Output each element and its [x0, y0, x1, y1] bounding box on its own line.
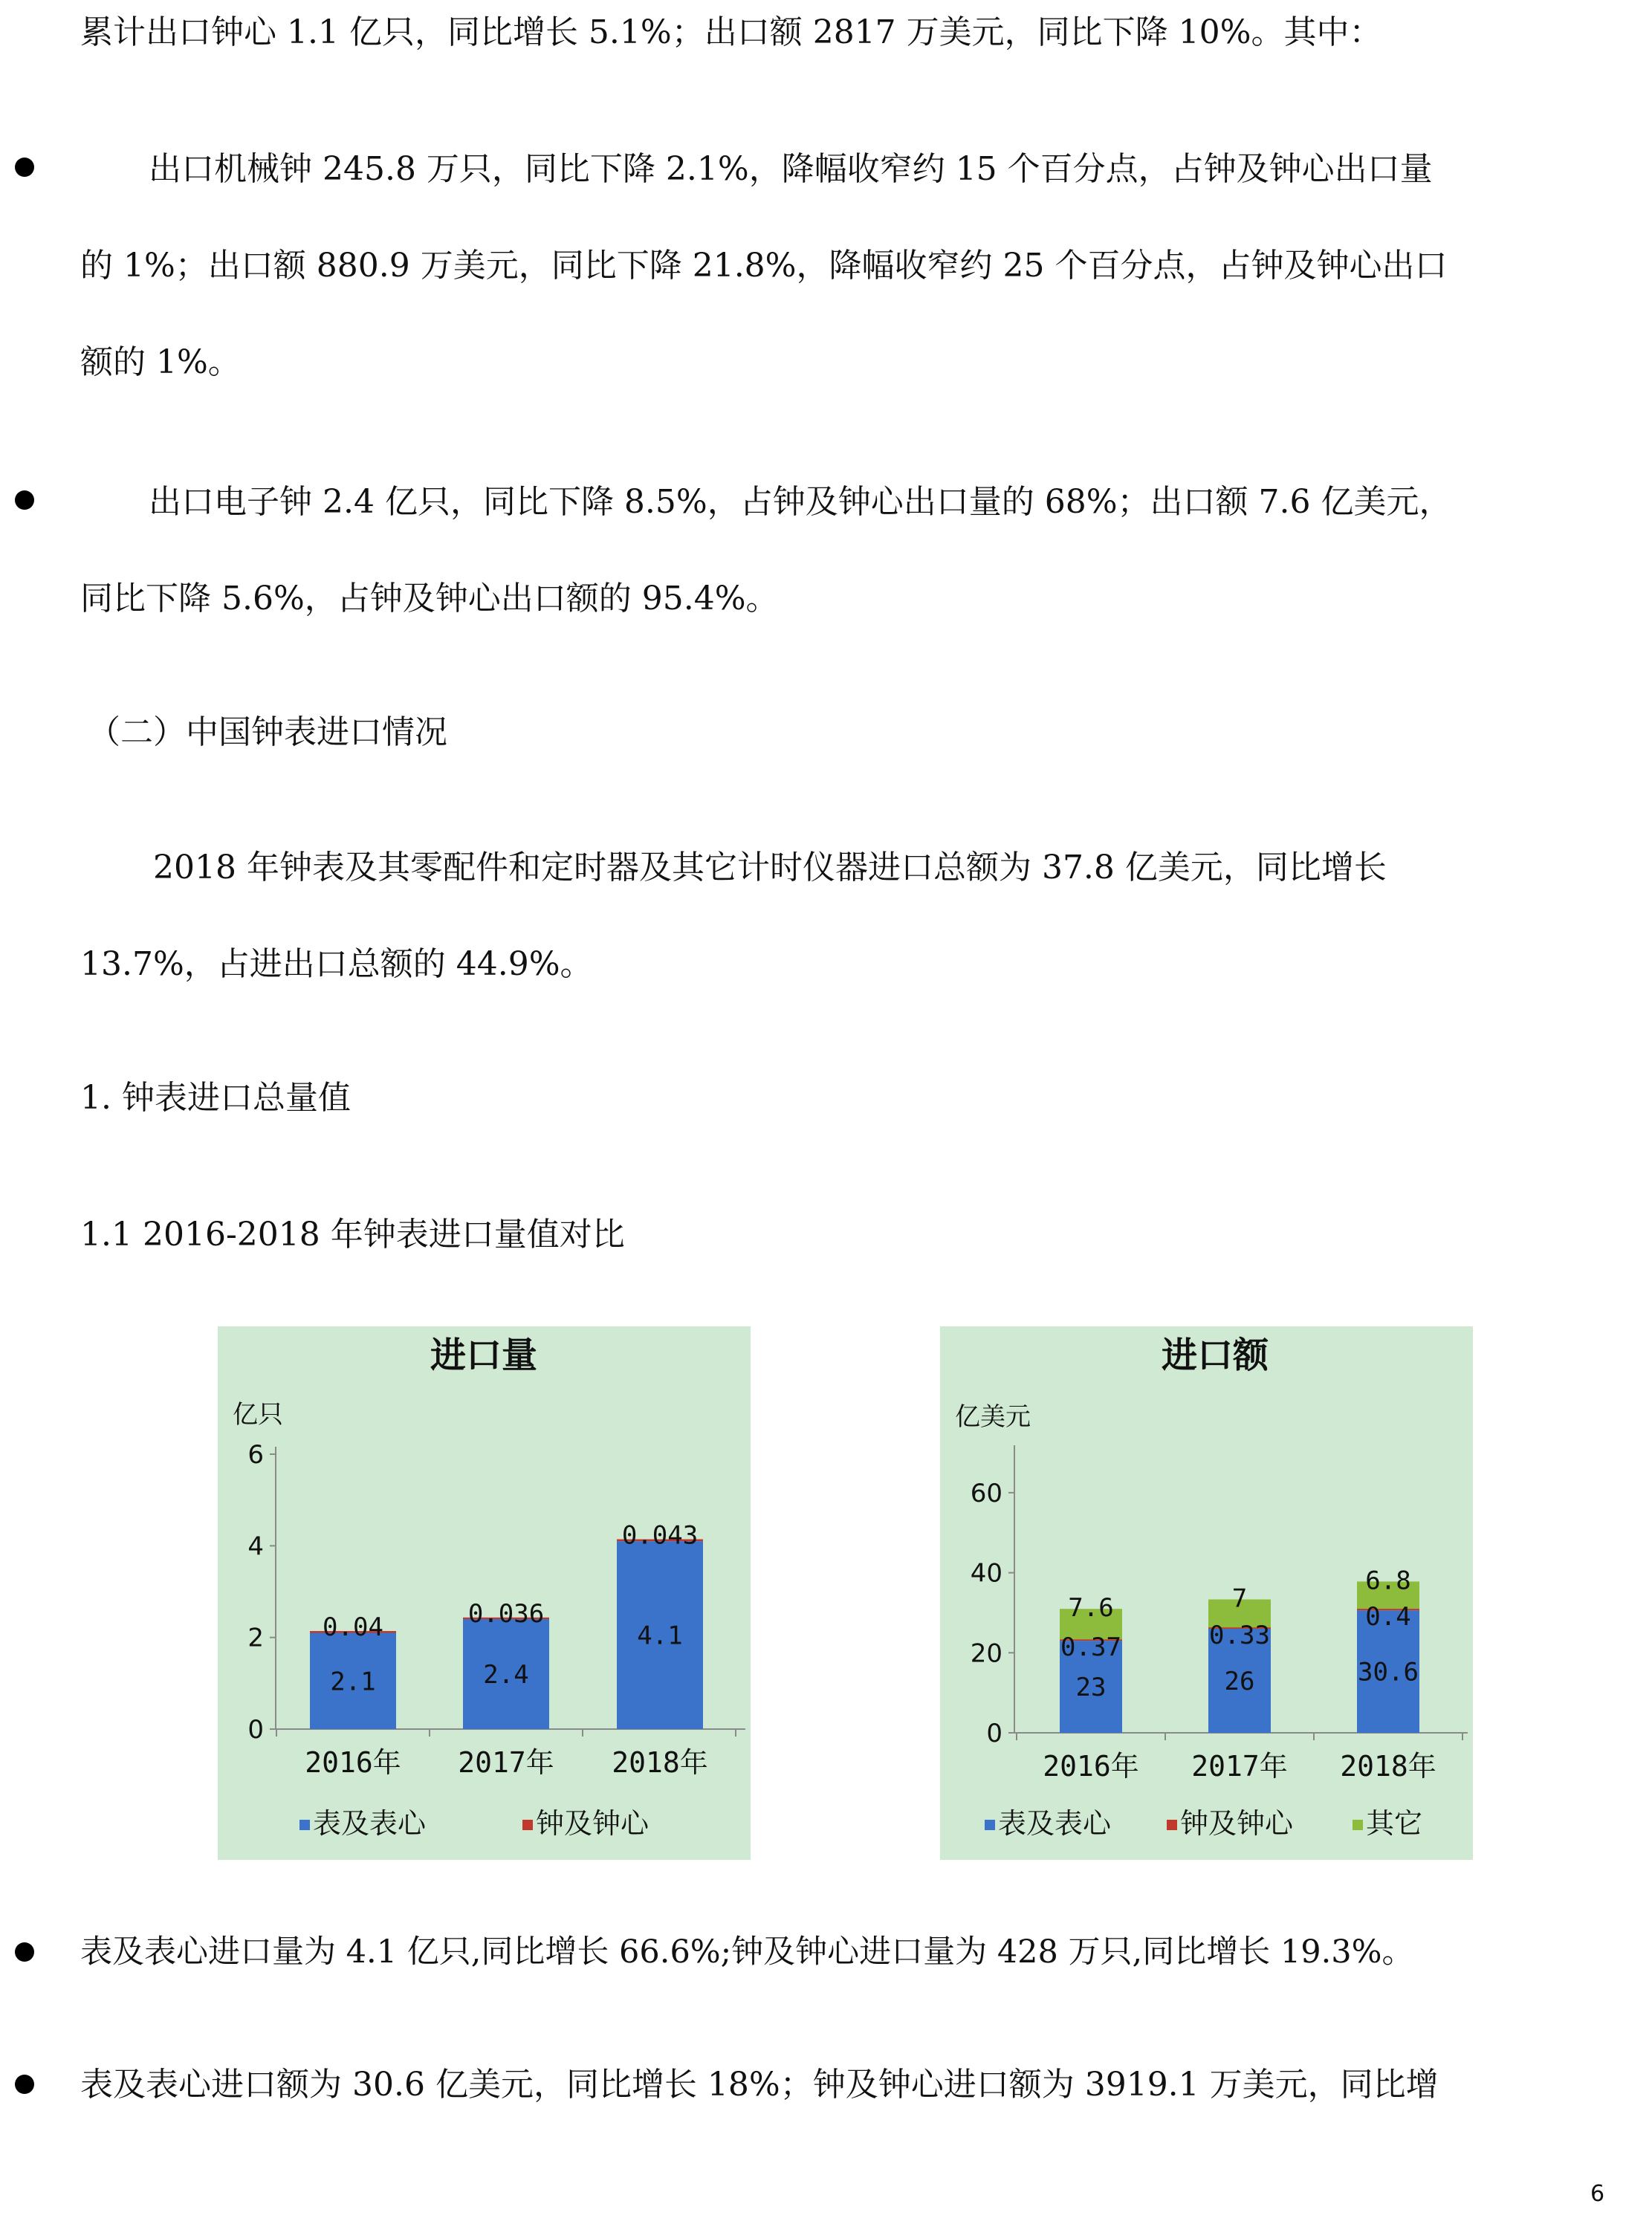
x-tick-label: 2018年	[1340, 1750, 1436, 1783]
y-tick-label: 20	[970, 1638, 1002, 1669]
legend-label: 表及表心	[998, 1807, 1112, 1840]
legend-label: 钟及钟心	[1180, 1807, 1294, 1840]
data-label: 23	[1075, 1673, 1107, 1703]
y-tick-label: 6	[247, 1440, 264, 1470]
data-label: 0.33	[1209, 1621, 1270, 1651]
subheading-import-total: 1. 钟表进口总量值	[80, 1079, 351, 1117]
bullet-electronic-clock-line1: 出口电子钟 2.4 亿只，同比下降 8.5%，占钟及钟心出口量的 68%；出口额 7.6 亿美元，	[149, 483, 1452, 521]
chart-title: 进口量	[430, 1335, 538, 1376]
legend-label: 其它	[1366, 1807, 1423, 1840]
chart-import-volume-svg	[218, 1326, 751, 1860]
y-tick-label: 60	[970, 1478, 1002, 1508]
y-tick-label: 40	[970, 1558, 1002, 1589]
data-label: 2.1	[330, 1667, 376, 1697]
x-tick-label: 2018年	[612, 1746, 708, 1779]
paragraph-import-total-line2: 13.7%，占进出口总额的 44.9%。	[80, 945, 593, 983]
data-label: 0.37	[1060, 1632, 1121, 1663]
x-tick-label: 2016年	[305, 1746, 401, 1779]
y-tick-label: 0	[247, 1715, 264, 1745]
y-tick-label: 4	[247, 1531, 264, 1562]
bullet-electronic-clock-line2: 同比下降 5.6%，占钟及钟心出口额的 95.4%。	[80, 580, 779, 617]
data-label: 7.6	[1068, 1593, 1114, 1624]
chart-import-value-svg	[940, 1326, 1473, 1860]
data-label: 2.4	[483, 1660, 529, 1690]
bullet-mechanical-clock-line2: 的 1%；出口额 880.9 万美元，同比下降 21.8%，降幅收窄约 25 个百分点，占钟及钟心出口	[80, 247, 1448, 285]
y-tick-label: 0	[986, 1719, 1002, 1748]
data-label: 26	[1224, 1666, 1255, 1696]
chart-title: 进口额	[1161, 1335, 1269, 1376]
x-tick-label: 2017年	[1191, 1750, 1288, 1783]
data-label: 0.04	[323, 1612, 383, 1643]
chart-import-value	[940, 1326, 1473, 1860]
legend-swatch	[1167, 1820, 1177, 1830]
chart-y-unit: 亿只	[233, 1400, 283, 1430]
bullet-watch-import-value: 表及表心进口额为 30.6 亿美元，同比增长 18%；钟及钟心进口额为 3919.1 万美元，同比增	[80, 2066, 1439, 2104]
data-label: 0.036	[467, 1598, 545, 1629]
bullet-mechanical-clock-line1: 出口机械钟 245.8 万只，同比下降 2.1%，降幅收窄约 15 个百分点，占钟及钟心出口量	[149, 150, 1433, 188]
section-heading-import: （二）中国钟表进口情况	[88, 713, 447, 751]
data-label: 30.6	[1358, 1657, 1419, 1687]
subheading-import-comparison: 1.1 2016-2018 年钟表进口量值对比	[80, 1216, 625, 1254]
data-label: 0.043	[621, 1520, 699, 1551]
data-label: 7	[1231, 1583, 1248, 1614]
bullet-dot	[15, 490, 34, 510]
paragraph-export-clock-cores: 累计出口钟心 1.1 亿只，同比增长 5.1%；出口额 2817 万美元，同比下降 10%。其中：	[80, 13, 1382, 51]
legend-swatch	[985, 1820, 995, 1830]
legend-swatch	[299, 1820, 310, 1830]
data-label: 6.8	[1365, 1566, 1411, 1596]
data-label: 0.4	[1365, 1602, 1411, 1632]
legend-swatch	[522, 1820, 533, 1830]
data-label: 4.1	[637, 1621, 683, 1651]
bullet-watch-import-volume: 表及表心进口量为 4.1 亿只,同比增长 66.6%;钟及钟心进口量为 428 万只,同比增长 19.3%。	[80, 1933, 1414, 1971]
chart-import-volume	[218, 1326, 751, 1860]
bullet-dot	[15, 1942, 34, 1962]
chart-y-unit: 亿美元	[955, 1402, 1031, 1432]
bullet-dot	[15, 158, 34, 177]
paragraph-import-total-line1: 2018 年钟表及其零配件和定时器及其它计时仪器进口总额为 37.8 亿美元，同比增长	[153, 849, 1387, 886]
bullet-mechanical-clock-line3: 额的 1%。	[80, 343, 241, 381]
bullet-dot	[15, 2075, 34, 2094]
legend-label: 表及表心	[313, 1807, 427, 1840]
x-tick-label: 2016年	[1043, 1750, 1139, 1783]
y-tick-label: 2	[247, 1623, 264, 1653]
page-number: 6	[1590, 2181, 1605, 2207]
legend-label: 钟及钟心	[536, 1807, 650, 1840]
x-tick-label: 2017年	[458, 1746, 554, 1779]
legend-swatch	[1353, 1820, 1363, 1830]
